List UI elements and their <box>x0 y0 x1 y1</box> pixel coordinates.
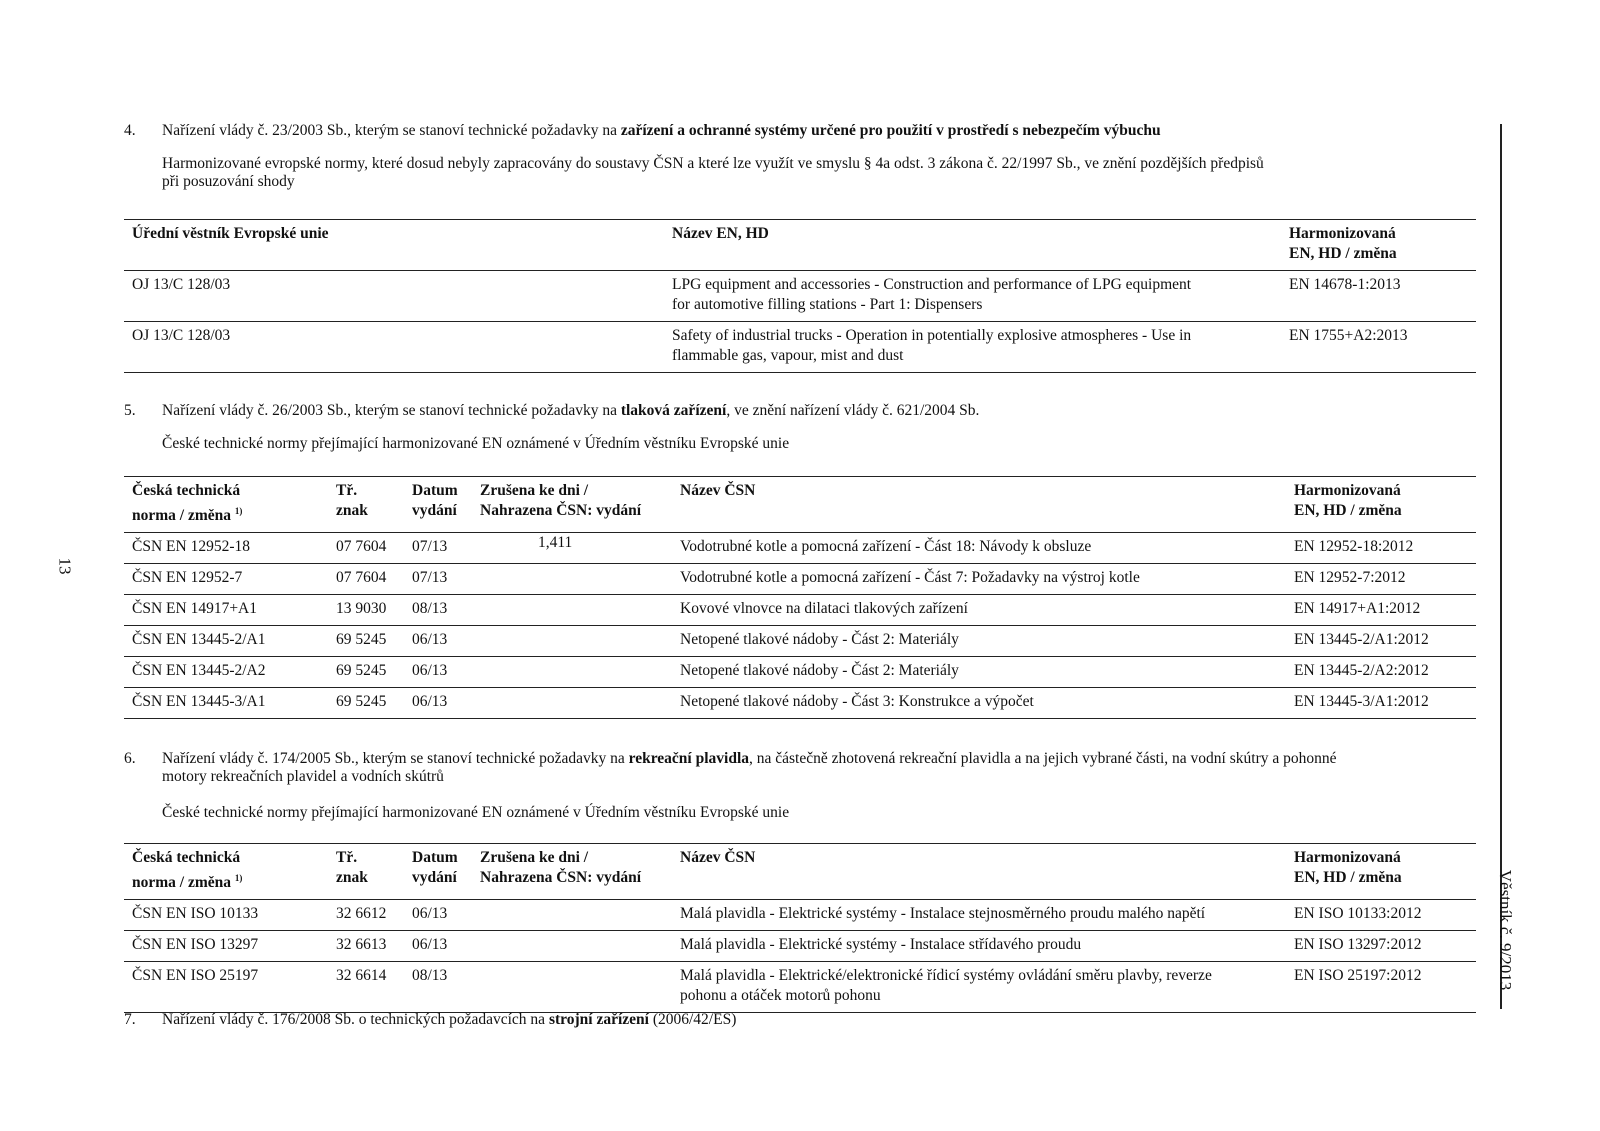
section-5-number: 5. <box>124 402 136 419</box>
section-6-subtitle: České technické normy přejímající harmonizované EN oznámené v Úředním věstníku Evropské unie <box>162 804 790 821</box>
header-date: Datum vydání <box>412 849 458 886</box>
table-row: OJ 13/C 128/03 LPG equipment and accessories - Construction and performance of LPG equipment for automotive filling stations - Part 1: Dispensers EN 14678-1:2013 <box>124 271 1476 322</box>
stray-mark: 1,411 <box>538 534 573 551</box>
table-row: ČSN EN ISO 13297 32 6613 06/13 Malá plavidla - Elektrické systémy - Instalace střídavého proudu EN ISO 13297:2012 <box>124 931 1476 962</box>
header-csn: Česká technická norma / změna $^{1)}$ <box>132 482 243 525</box>
table-row: ČSN EN ISO 25197 32 6614 08/13 Malá plavidla - Elektrické/elektronické řídicí systémy ovládání směru plavby, reverze pohonu a otáček motorů pohonu EN ISO 25197:2012 <box>124 962 1476 1013</box>
table-row: ČSN EN ISO 10133 32 6612 06/13 Malá plavidla - Elektrické systémy - Instalace stejnosměrného proudu malého napětí EN ISO 10133:2012 <box>124 900 1476 931</box>
header-csn: Česká technická norma / změna $^{1)}$ <box>132 849 243 892</box>
header-oj: Úřední věstník Evropské unie <box>132 225 329 242</box>
table-row: ČSN EN 13445-2/A1 69 5245 06/13 Netopené tlakové nádoby - Část 2: Materiály EN 13445-2/A1:2012 <box>124 626 1476 657</box>
header-name-en: Název EN, HD <box>672 225 769 242</box>
section-4-subtitle: Harmonizované evropské normy, které dosud nebyly zapracovány do soustavy ČSN a které lze využít ve smyslu § 4a odst. 3 zákona č. 22/1997 Sb., ve znění pozdějších předpisů při posuzování shody <box>162 155 1264 190</box>
journal-label: Věstník č. 9/2013 <box>1496 869 1515 991</box>
header-harmonized: Harmonizovaná EN, HD / změna <box>1294 482 1402 519</box>
table-row: ČSN EN 13445-2/A2 69 5245 06/13 Netopené tlakové nádoby - Část 2: Materiály EN 13445-2/A2:2012 <box>124 657 1476 688</box>
table-row: ČSN EN 12952-7 07 7604 07/13 Vodotrubné kotle a pomocná zařízení - Část 7: Požadavky na výstroj kotle EN 12952-7:2012 <box>124 564 1476 595</box>
section-6-table <box>124 843 1476 1013</box>
table-row: ČSN EN 14917+A1 13 9030 08/13 Kovové vlnovce na dilataci tlakových zařízení EN 14917+A1:2012 <box>124 595 1476 626</box>
section-7-title: Nařízení vlády č. 176/2008 Sb. o technických požadavcích na strojní zařízení (2006/42/ES) <box>162 1011 737 1028</box>
table-row: ČSN EN 12952-18 07 7604 07/13 Vodotrubné kotle a pomocná zařízení - Část 18: Návody k obsluze EN 12952-18:2012 <box>124 533 1476 564</box>
header-harmonized: Harmonizovaná EN, HD / změna <box>1294 849 1402 886</box>
header-cancelled: Zrušena ke dni / Nahrazena ČSN: vydání <box>480 849 642 886</box>
table-row: ČSN EN 13445-3/A1 69 5245 06/13 Netopené tlakové nádoby - Část 3: Konstrukce a výpočet EN 13445-3/A1:2012 <box>124 688 1476 719</box>
header-cancelled: Zrušena ke dni / Nahrazena ČSN: vydání <box>480 482 642 519</box>
section-5-subtitle: České technické normy přejímající harmonizované EN oznámené v Úředním věstníku Evropské unie <box>162 435 790 452</box>
section-5-table <box>124 476 1476 719</box>
section-5-title: Nařízení vlády č. 26/2003 Sb., kterým se stanoví technické požadavky na tlaková zařízení, ve znění nařízení vlády č. 621/2004 Sb. <box>162 402 980 419</box>
page-number: 13 <box>55 557 75 575</box>
section-6-title: Nařízení vlády č. 174/2005 Sb., kterým se stanoví technické požadavky na rekreační plavidla, na částečně zhotovená rekreační plavidla a na jejich vybrané části, na vodní skútry a pohonné motory rekreačních plavidel a vodních skútrů <box>162 750 1337 785</box>
section-4-title: Nařízení vlády č. 23/2003 Sb., kterým se stanoví technické požadavky na zařízení a ochranné systémy určené pro použití v prostředí s nebezpečím výbuchu <box>162 122 1161 139</box>
section-7-number: 7. <box>124 1011 136 1028</box>
header-class: Tř. znak <box>336 849 368 886</box>
header-harmonized: Harmonizovaná EN, HD / změna <box>1289 225 1397 262</box>
header-csn-name: Název ČSN <box>680 482 756 499</box>
section-6-number: 6. <box>124 750 136 767</box>
section-4-number: 4. <box>124 122 136 139</box>
section-4-table <box>124 219 1476 373</box>
table-row: OJ 13/C 128/03 Safety of industrial trucks - Operation in potentially explosive atmospheres - Use in flammable gas, vapour, mist and dust EN 1755+A2:2013 <box>124 322 1476 373</box>
header-class: Tř. znak <box>336 482 368 519</box>
header-csn-name: Název ČSN <box>680 849 756 866</box>
header-date: Datum vydání <box>412 482 458 519</box>
